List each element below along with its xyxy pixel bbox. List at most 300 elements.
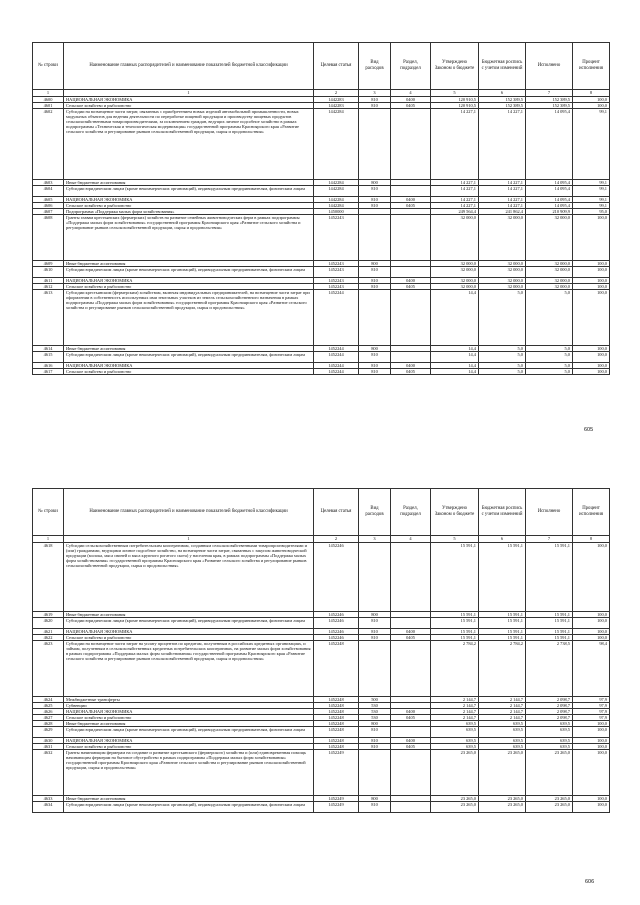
- target-article: 1442284: [314, 109, 359, 180]
- section-code: [391, 641, 431, 697]
- row-number: 4601: [33, 103, 64, 109]
- executed-amount: 15 591,1: [526, 618, 573, 629]
- executed-amount: 2 098,7: [526, 703, 573, 709]
- budget-table: [32, 488, 610, 813]
- budget-list-amount: 5,0: [479, 290, 526, 346]
- expense-type: 530: [359, 715, 391, 721]
- budget-list-amount: 32 000,0: [479, 215, 526, 261]
- execution-percent: 100,0: [573, 284, 610, 290]
- target-article: 1452243: [314, 267, 359, 278]
- row-name: Сельское хозяйство и рыболовство: [64, 103, 314, 109]
- budget-list-amount: 2 784,2: [479, 641, 526, 697]
- approved-amount: 639,5: [431, 744, 479, 750]
- row-name: Субсидии сельскохозяйственным потребительским кооперативам, созданным сельскохозяйственными товаропроизводителями и (или) гражданами, ведущими личное подсобное хозяйство, на возмещение части затрат, связанных с закупом животноводческой продукции (молока, мяса свиней и мяса крупного рогатого скота) у населения края, в рамках подпрограммы «Поддержка малых форм хозяйствования» государственной программы Красноярского края «Развитие сельского хозяйства и регулирование рынков сельскохозяйственной продукции, сырья и продовольствия»: [64, 543, 314, 612]
- expense-type: 800: [359, 180, 391, 186]
- approved-amount: 2 144,7: [431, 697, 479, 703]
- execution-percent: 100,0: [573, 215, 610, 261]
- section-code: 0400: [391, 278, 431, 284]
- target-article: 1452248: [314, 721, 359, 727]
- column-number: 4: [391, 536, 431, 543]
- target-article: 1452243: [314, 284, 359, 290]
- executed-amount: 152 389,5: [526, 103, 573, 109]
- budget-list-amount: 2 144,7: [479, 697, 526, 703]
- approved-amount: 120 910,5: [431, 103, 479, 109]
- row-name: Сельское хозяйство и рыболовство: [64, 744, 314, 750]
- table-row: [33, 543, 610, 612]
- target-article: 1452243: [314, 278, 359, 284]
- table-row: [33, 750, 610, 796]
- budget-list-amount: 639,5: [479, 744, 526, 750]
- row-name: Субсидии крестьянским (фермерским) хозяйствам, включая индивидуальных предпринимателей, на возмещение части затрат при оформлении в собственность используемых ими земельных участков из земель сельскохозяйственного назначения в рамках подпрограммы «Поддержка малых форм хозяйствования» государственной программы Красноярского края «Развитие сельского хозяйства и регулирование рынков сельскохозяйственной продукции, сырья и продовольствия»: [64, 290, 314, 346]
- execution-percent: 99,1: [573, 203, 610, 209]
- expense-type: 810: [359, 284, 391, 290]
- row-number: 4614: [33, 346, 64, 352]
- header-executed: Исполнено: [526, 43, 573, 90]
- header-name: Наименование главных распорядителей и наименование показателей бюджетной классификации: [64, 43, 314, 90]
- table-page-605: [32, 42, 609, 375]
- executed-amount: 5,0: [526, 346, 573, 352]
- row-number: 4612: [33, 284, 64, 290]
- approved-amount: 2 144,7: [431, 703, 479, 709]
- section-code: 0400: [391, 197, 431, 203]
- row-name: НАЦИОНАЛЬНАЯ ЭКОНОМИКА: [64, 738, 314, 744]
- target-article: 1452248: [314, 703, 359, 709]
- budget-list-amount: 639,5: [479, 738, 526, 744]
- row-number: 4613: [33, 290, 64, 346]
- table-row: [33, 290, 610, 346]
- executed-amount: 14 095,4: [526, 203, 573, 209]
- expense-type: 810: [359, 197, 391, 203]
- target-article: 1442283: [314, 103, 359, 109]
- executed-amount: 639,5: [526, 744, 573, 750]
- approved-amount: 2 144,7: [431, 715, 479, 721]
- budget-list-amount: 23 265,0: [479, 750, 526, 796]
- row-name: НАЦИОНАЛЬНАЯ ЭКОНОМИКА: [64, 629, 314, 635]
- budget-list-amount: 14 227,1: [479, 186, 526, 197]
- execution-percent: 100,0: [573, 802, 610, 813]
- table-row: [33, 352, 610, 363]
- approved-amount: 14 227,1: [431, 109, 479, 180]
- row-name: НАЦИОНАЛЬНАЯ ЭКОНОМИКА: [64, 363, 314, 369]
- section-code: [391, 186, 431, 197]
- expense-type: 810: [359, 186, 391, 197]
- approved-amount: 14 227,1: [431, 197, 479, 203]
- table-row: [33, 802, 610, 813]
- row-number: 4608: [33, 215, 64, 261]
- table-row: [33, 727, 610, 738]
- expense-type: 800: [359, 261, 391, 267]
- section-code: 0405: [391, 635, 431, 641]
- row-number: 4626: [33, 709, 64, 715]
- budget-list-amount: 5,0: [479, 363, 526, 369]
- budget-list-amount: 152 389,5: [479, 97, 526, 103]
- row-name: Сельское хозяйство и рыболовство: [64, 203, 314, 209]
- execution-percent: 100,0: [573, 750, 610, 796]
- section-code: [391, 543, 431, 612]
- execution-percent: 99,1: [573, 180, 610, 186]
- row-name: НАЦИОНАЛЬНАЯ ЭКОНОМИКА: [64, 709, 314, 715]
- row-number: 4609: [33, 261, 64, 267]
- row-number: 4619: [33, 612, 64, 618]
- row-number: 4606: [33, 203, 64, 209]
- section-code: [391, 802, 431, 813]
- header-approved: Утверждено Законом о бюджете: [431, 43, 479, 90]
- row-name: Иные бюджетные ассигнования: [64, 612, 314, 618]
- row-number: 4630: [33, 738, 64, 744]
- execution-percent: 100,0: [573, 352, 610, 363]
- header-row-no: № строки: [33, 43, 64, 90]
- column-number: 5: [431, 90, 479, 97]
- expense-type: [359, 543, 391, 612]
- row-number: 4628: [33, 721, 64, 727]
- executed-amount: 5,0: [526, 363, 573, 369]
- table-row: [33, 109, 610, 180]
- execution-percent: 100,0: [573, 363, 610, 369]
- approved-amount: 32 000,0: [431, 267, 479, 278]
- executed-amount: 32 000,0: [526, 215, 573, 261]
- target-article: 1452248: [314, 641, 359, 697]
- section-code: 0400: [391, 97, 431, 103]
- budget-list-amount: 14 227,1: [479, 180, 526, 186]
- budget-table: [32, 42, 610, 375]
- execution-percent: 100,0: [573, 618, 610, 629]
- expense-type: 530: [359, 709, 391, 715]
- approved-amount: 14 227,1: [431, 203, 479, 209]
- execution-percent: 100,0: [573, 290, 610, 346]
- section-code: 0400: [391, 363, 431, 369]
- target-article: 1452244: [314, 346, 359, 352]
- target-article: 1452248: [314, 715, 359, 721]
- section-code: 0405: [391, 103, 431, 109]
- expense-type: [359, 641, 391, 697]
- header-exp-type: Вид расходов: [359, 43, 391, 90]
- executed-amount: 639,5: [526, 738, 573, 744]
- execution-percent: 97,9: [573, 703, 610, 709]
- header-executed: Исполнено: [526, 489, 573, 536]
- column-number: 8: [573, 90, 610, 97]
- header-target: Целевая статья: [314, 43, 359, 90]
- approved-amount: 15 591,1: [431, 629, 479, 635]
- expense-type: 810: [359, 369, 391, 375]
- section-code: 0400: [391, 709, 431, 715]
- target-article: 1452248: [314, 709, 359, 715]
- execution-percent: 100,0: [573, 267, 610, 278]
- target-article: 1452243: [314, 261, 359, 267]
- row-name: Сельское хозяйство и рыболовство: [64, 635, 314, 641]
- expense-type: 810: [359, 363, 391, 369]
- execution-percent: 100,0: [573, 738, 610, 744]
- column-number: 2: [314, 90, 359, 97]
- expense-type: 810: [359, 738, 391, 744]
- expense-type: 810: [359, 97, 391, 103]
- page-number: 606: [585, 879, 595, 885]
- section-code: 0400: [391, 629, 431, 635]
- target-article: 1452246: [314, 612, 359, 618]
- budget-list-amount: 15 591,1: [479, 629, 526, 635]
- executed-amount: 23 265,0: [526, 796, 573, 802]
- row-name: Субсидии юридическим лицам (кроме некоммерческих организаций), индивидуальным предпринимателям, физическим лицам: [64, 352, 314, 363]
- row-number: 4634: [33, 802, 64, 813]
- budget-list-amount: 32 000,0: [479, 267, 526, 278]
- budget-list-amount: 5,0: [479, 352, 526, 363]
- execution-percent: 99,1: [573, 197, 610, 203]
- budget-list-amount: 32 000,0: [479, 261, 526, 267]
- target-article: 1452244: [314, 363, 359, 369]
- execution-percent: 100,0: [573, 278, 610, 284]
- row-name: НАЦИОНАЛЬНАЯ ЭКОНОМИКА: [64, 97, 314, 103]
- executed-amount: 15 591,1: [526, 612, 573, 618]
- executed-amount: 32 000,0: [526, 261, 573, 267]
- executed-amount: 15 591,1: [526, 543, 573, 612]
- executed-amount: 2 098,7: [526, 709, 573, 715]
- budget-list-amount: 2 144,7: [479, 709, 526, 715]
- expense-type: 500: [359, 697, 391, 703]
- budget-list-amount: 152 389,5: [479, 103, 526, 109]
- row-name: Подпрограмма «Поддержка малых форм хозяйствования»: [64, 209, 314, 215]
- row-number: 4610: [33, 267, 64, 278]
- row-number: 4629: [33, 727, 64, 738]
- expense-type: 530: [359, 703, 391, 709]
- table-page-606: [32, 488, 609, 813]
- row-number: 4604: [33, 186, 64, 197]
- executed-amount: 639,5: [526, 727, 573, 738]
- approved-amount: 14,4: [431, 346, 479, 352]
- header-section: Раздел, подраздел: [391, 43, 431, 90]
- header-percent: Процент исполнения: [573, 43, 610, 90]
- row-name: Субсидии юридическим лицам (кроме некоммерческих организаций), индивидуальным предпринимателям, физическим лицам: [64, 802, 314, 813]
- approved-amount: 32 000,0: [431, 215, 479, 261]
- expense-type: 810: [359, 203, 391, 209]
- execution-percent: 100,0: [573, 721, 610, 727]
- header-budget-list: Бюджетная роспись с учетом изменений: [479, 489, 526, 536]
- approved-amount: 14,4: [431, 290, 479, 346]
- execution-percent: 97,9: [573, 697, 610, 703]
- row-number: 4615: [33, 352, 64, 363]
- row-number: 4617: [33, 369, 64, 375]
- expense-type: 800: [359, 796, 391, 802]
- execution-percent: 100,0: [573, 629, 610, 635]
- approved-amount: 2 144,7: [431, 709, 479, 715]
- row-number: 4605: [33, 197, 64, 203]
- row-name: Субсидии юридическим лицам (кроме некоммерческих организаций), индивидуальным предпринимателям, физическим лицам: [64, 618, 314, 629]
- budget-list-amount: 5,0: [479, 369, 526, 375]
- header-approved: Утверждено Законом о бюджете: [431, 489, 479, 536]
- target-article: 1442284: [314, 203, 359, 209]
- row-name: Субсидии юридическим лицам (кроме некоммерческих организаций), индивидуальным предпринимателям, физическим лицам: [64, 186, 314, 197]
- executed-amount: 2 738,5: [526, 641, 573, 697]
- row-name: Субвенции: [64, 703, 314, 709]
- section-code: [391, 109, 431, 180]
- row-number: 4618: [33, 543, 64, 612]
- approved-amount: 15 591,1: [431, 543, 479, 612]
- table-row: [33, 369, 610, 375]
- column-number: 5: [431, 536, 479, 543]
- approved-amount: 15 591,1: [431, 612, 479, 618]
- budget-list-amount: 23 265,0: [479, 802, 526, 813]
- expense-type: [359, 750, 391, 796]
- row-name: Иные бюджетные ассигнования: [64, 796, 314, 802]
- column-number: 1: [64, 536, 314, 543]
- column-number: 3: [359, 536, 391, 543]
- row-number: 4621: [33, 629, 64, 635]
- header-budget-list: Бюджетная роспись с учетом изменений: [479, 43, 526, 90]
- target-article: 1442284: [314, 197, 359, 203]
- expense-type: 800: [359, 721, 391, 727]
- row-number: 4627: [33, 715, 64, 721]
- execution-percent: 100,0: [573, 346, 610, 352]
- budget-list-amount: 2 144,7: [479, 715, 526, 721]
- executed-amount: 5,0: [526, 352, 573, 363]
- execution-percent: 100,0: [573, 97, 610, 103]
- target-article: 1452244: [314, 290, 359, 346]
- executed-amount: 5,0: [526, 369, 573, 375]
- expense-type: 810: [359, 278, 391, 284]
- table-row: [33, 618, 610, 629]
- executed-amount: 15 591,1: [526, 635, 573, 641]
- target-article: 1452246: [314, 635, 359, 641]
- target-article: 1452248: [314, 727, 359, 738]
- section-code: 0405: [391, 203, 431, 209]
- section-code: 0405: [391, 744, 431, 750]
- column-number: 6: [479, 536, 526, 543]
- row-name: Межбюджетные трансферты: [64, 697, 314, 703]
- row-number: 4632: [33, 750, 64, 796]
- execution-percent: 100,0: [573, 796, 610, 802]
- row-number: 4623: [33, 641, 64, 697]
- header-name: Наименование главных распорядителей и наименование показателей бюджетной классификации: [64, 489, 314, 536]
- section-code: 0400: [391, 738, 431, 744]
- expense-type: 810: [359, 802, 391, 813]
- executed-amount: 32 000,0: [526, 284, 573, 290]
- execution-percent: 100,0: [573, 612, 610, 618]
- budget-list-amount: 32 000,0: [479, 278, 526, 284]
- header-section: Раздел, подраздел: [391, 489, 431, 536]
- target-article: 1452248: [314, 697, 359, 703]
- column-number: 1: [33, 90, 64, 97]
- executed-amount: 5,0: [526, 290, 573, 346]
- column-number: 7: [526, 90, 573, 97]
- budget-list-amount: 5,0: [479, 346, 526, 352]
- expense-type: 800: [359, 346, 391, 352]
- executed-amount: 152 389,5: [526, 97, 573, 103]
- approved-amount: 639,5: [431, 727, 479, 738]
- target-article: 1452248: [314, 738, 359, 744]
- target-article: 1442283: [314, 97, 359, 103]
- section-code: [391, 727, 431, 738]
- target-article: 1452248: [314, 744, 359, 750]
- approved-amount: 639,5: [431, 721, 479, 727]
- budget-list-amount: 15 591,1: [479, 543, 526, 612]
- execution-percent: 100,0: [573, 103, 610, 109]
- execution-percent: 99,1: [573, 186, 610, 197]
- row-number: 4624: [33, 697, 64, 703]
- approved-amount: 23 265,0: [431, 802, 479, 813]
- budget-list-amount: 14 227,1: [479, 109, 526, 180]
- section-code: 0405: [391, 369, 431, 375]
- section-code: [391, 352, 431, 363]
- row-name: Сельское хозяйство и рыболовство: [64, 284, 314, 290]
- header-row-no: № строки: [33, 489, 64, 536]
- budget-list-amount: 14 227,1: [479, 203, 526, 209]
- expense-type: 810: [359, 727, 391, 738]
- approved-amount: 32 000,0: [431, 261, 479, 267]
- table-row: [33, 215, 610, 261]
- approved-amount: 23 265,0: [431, 796, 479, 802]
- section-code: 0405: [391, 715, 431, 721]
- expense-type: 810: [359, 744, 391, 750]
- target-article: 1452249: [314, 802, 359, 813]
- section-code: [391, 618, 431, 629]
- approved-amount: 32 000,0: [431, 284, 479, 290]
- budget-list-amount: 15 591,1: [479, 612, 526, 618]
- execution-percent: 97,9: [573, 715, 610, 721]
- approved-amount: 639,5: [431, 738, 479, 744]
- page-number: 605: [584, 427, 594, 433]
- target-article: 1452246: [314, 629, 359, 635]
- execution-percent: 99,1: [573, 109, 610, 180]
- target-article: 1442284: [314, 186, 359, 197]
- approved-amount: 15 591,1: [431, 618, 479, 629]
- approved-amount: 14 227,1: [431, 186, 479, 197]
- executed-amount: 210 909,9: [526, 209, 573, 215]
- expense-type: [359, 109, 391, 180]
- execution-percent: 98,4: [573, 641, 610, 697]
- row-name: Гранты главам крестьянских (фермерских) хозяйств на развитие семейных животноводческих ферм в рамках подпрограммы «Поддержка малых форм хозяйствования» государственной программы Красноярского края «Развитие сельского хозяйства и регулирование рынков сельскохозяйственной продукции, сырья и продовольствия»: [64, 215, 314, 261]
- section-code: [391, 267, 431, 278]
- approved-amount: 15 591,1: [431, 635, 479, 641]
- column-numbers-row: [33, 90, 610, 97]
- row-name: Сельское хозяйство и рыболовство: [64, 715, 314, 721]
- row-name: Гранты начинающим фермерам на создание и развитие крестьянского (фермерского) хозяйства и (или) единовременная помощь начинающим фермерам на бытовое обустройство в рамках подпрограммы «Поддержка малых форм хозяйствования» государственной программы Красноярского края «Развитие сельского хозяйства и регулирование рынков сельскохозяйственной продукции, сырья и продовольствия»: [64, 750, 314, 796]
- table-row: [33, 641, 610, 697]
- execution-percent: 100,0: [573, 744, 610, 750]
- row-number: 4603: [33, 180, 64, 186]
- section-code: [391, 750, 431, 796]
- expense-type: 810: [359, 103, 391, 109]
- executed-amount: 2 098,7: [526, 697, 573, 703]
- header-exp-type: Вид расходов: [359, 489, 391, 536]
- expense-type: 810: [359, 635, 391, 641]
- expense-type: 810: [359, 267, 391, 278]
- budget-list-amount: 15 591,1: [479, 635, 526, 641]
- column-number: 6: [479, 90, 526, 97]
- column-number: 1: [64, 90, 314, 97]
- column-number: 2: [314, 536, 359, 543]
- section-code: 0405: [391, 284, 431, 290]
- budget-list-amount: 241 862,4: [479, 209, 526, 215]
- execution-percent: 97,9: [573, 709, 610, 715]
- expense-type: 810: [359, 629, 391, 635]
- table-row: [33, 186, 610, 197]
- approved-amount: 23 265,0: [431, 750, 479, 796]
- budget-list-amount: 23 265,0: [479, 796, 526, 802]
- executed-amount: 14 095,4: [526, 109, 573, 180]
- approved-amount: 14,4: [431, 363, 479, 369]
- approved-amount: 2 784,2: [431, 641, 479, 697]
- section-code: [391, 290, 431, 346]
- target-article: 1450000: [314, 209, 359, 215]
- expense-type: 800: [359, 612, 391, 618]
- budget-list-amount: 14 227,1: [479, 197, 526, 203]
- executed-amount: 14 095,4: [526, 197, 573, 203]
- row-name: Иные бюджетные ассигнования: [64, 346, 314, 352]
- section-code: [391, 215, 431, 261]
- header-percent: Процент исполнения: [573, 489, 610, 536]
- row-name: Иные бюджетные ассигнования: [64, 180, 314, 186]
- executed-amount: 2 098,7: [526, 715, 573, 721]
- column-number: 3: [359, 90, 391, 97]
- column-number: 1: [33, 536, 64, 543]
